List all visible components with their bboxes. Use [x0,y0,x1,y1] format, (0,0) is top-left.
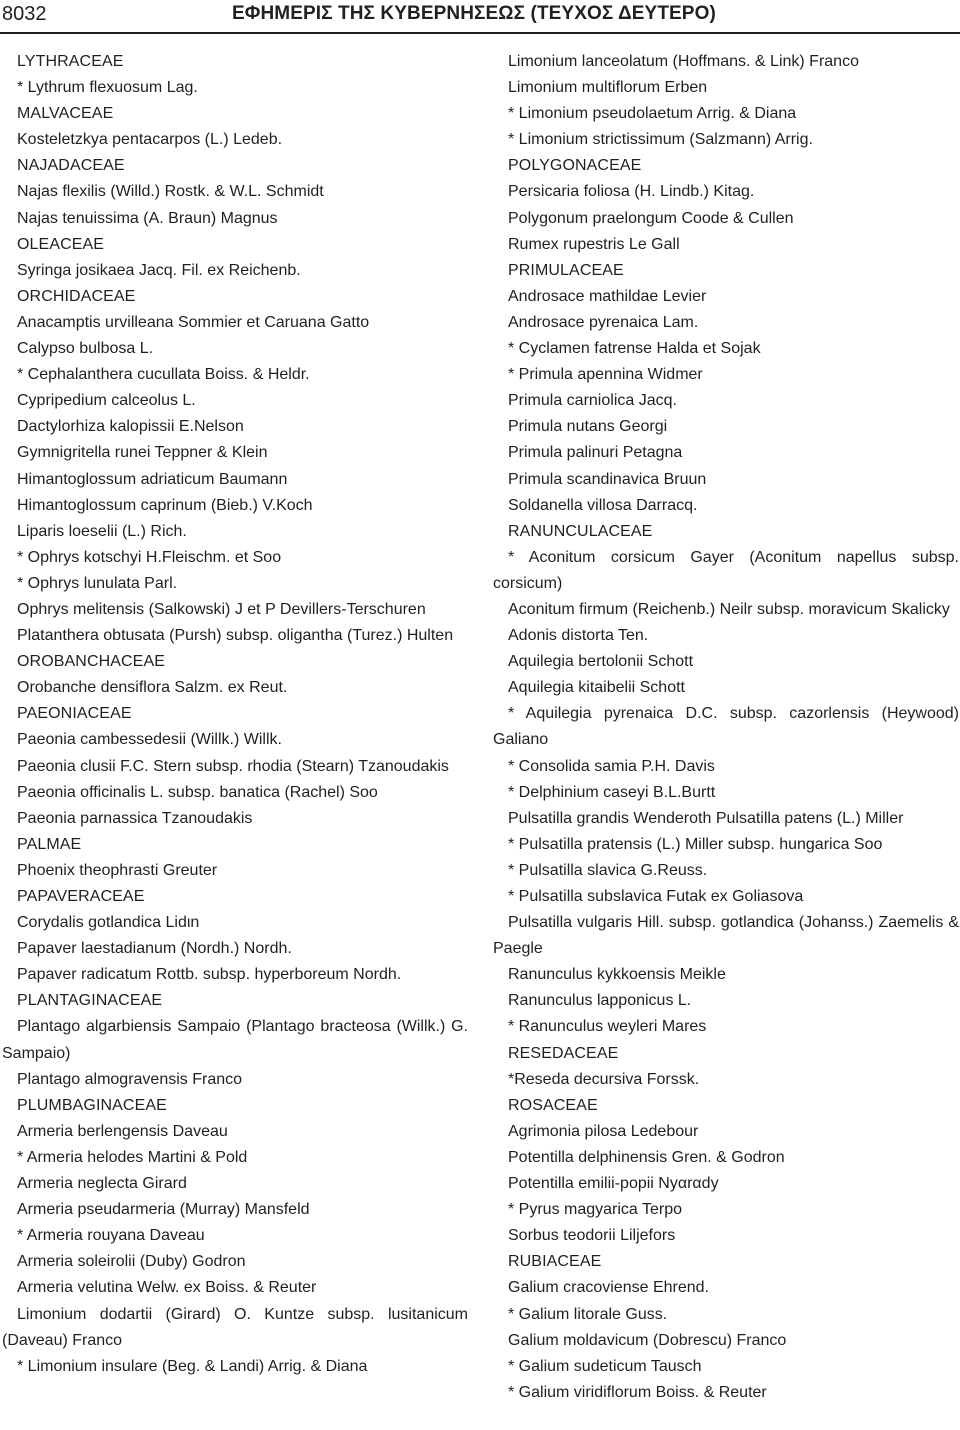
species-entry: * Armeria helodes Martini & Pold [17,1148,248,1166]
species-entry: Paeonia parnassica Tzanoudakis [17,809,253,827]
species-entry: Dactylorhiza kalopissii E.Nelson [17,418,244,436]
species-entry: Primula palinuri Petagna [508,444,683,462]
species-entry: Himantoglossum caprinum (Bieb.) V.Koch [17,496,313,514]
family-heading: OLEACEAE [17,235,105,253]
species-entry: Paeonia officinalis L. subsp. banatica (Rachel) Soo [17,783,378,801]
species-entry: Polygonum praelongum Coode & Cullen [508,209,794,227]
species-entry: * Pulsatilla pratensis (L.) Miller subsp. hungarica Soo [508,835,883,853]
species-entry: * Armeria rouyana Daveau [17,1227,205,1245]
species-entry: * Galium litorale Guss. [508,1305,668,1323]
species-entry: * Pyrus magyarica Terpo [508,1201,682,1219]
species-entry: Ranunculus kykkoensis Meikle [508,966,726,984]
species-entry: Phoenix theophrasti Greuter [17,861,218,879]
species-entry: * Galium viridiflorum Boiss. & Reuter [508,1383,767,1401]
species-entry: Persicaria foliosa (H. Lindb.) Kitag. [508,183,755,201]
family-heading: PAPAVERACEAE [17,888,145,905]
family-heading: PAEONIACEAE [17,705,132,723]
species-entry: * Aquilegia pyrenaica D.C. subsp. cazorlensis (Heywood) Galiano [493,705,959,749]
right-column [493,49,959,1406]
family-heading: ROSACEAE [508,1096,598,1114]
species-entry: Aquilegia bertolonii Schott [508,653,694,671]
species-entry: Primula nutans Georgi [508,418,668,436]
page-header [0,0,960,34]
family-heading: OROBANCHACEAE [17,653,165,671]
family-heading: PRIMULACEAE [508,261,624,279]
species-entry: *Reseda decursiva Forssk. [508,1070,700,1088]
species-entry: Aconitum firmum (Reichenb.) Neilr subsp. moravicum Skalicky [508,600,950,618]
species-entry: Primula scandinavica Bruun [508,470,707,488]
species-entry: Armeria velutina Welw. ex Boiss. & Reuter [17,1279,317,1297]
species-entry: * Lythrum flexuosum Lag. [17,79,198,97]
species-entry: Rumex rupestris Le Gall [508,235,680,253]
species-entry: * Ophrys lunulata Parl. [17,574,178,592]
species-entry: Najas flexilis (Willd.) Rostk. & W.L. Schmidt [17,183,324,201]
species-entry: Himantoglossum adriaticum Baumann [17,470,288,488]
species-entry: Armeria pseudarmeria (Murray) Mansfeld [17,1201,310,1219]
family-heading: ORCHIDACEAE [17,287,136,305]
species-entry: * Cephalanthera cucullata Boiss. & Heldr. [17,366,310,384]
species-entry: Najas tenuissima (A. Braun) Magnus [17,209,278,227]
species-entry: Potentilla delphinensis Gren. & Godron [508,1148,785,1166]
species-entry: Plantago almogravensis Franco [17,1070,243,1088]
family-heading: POLYGONACEAE [508,157,642,175]
species-entry: Androsace pyrenaica Lam. [508,313,699,331]
species-entry: Sorbus teodorii Liljefors [508,1227,676,1245]
family-heading: PLANTAGINACEAE [17,992,163,1010]
family-heading: PLUMBAGINACEAE [17,1096,167,1114]
species-entry: Limonium dodartii (Girard) O. Kuntze subsp. lusitanicum (Daveau) Franco [2,1305,468,1349]
species-entry: Calypso bulbosa L. [17,340,154,358]
species-entry: * Galium sudeticum Tausch [508,1357,702,1375]
species-entry: Paeonia clusii F.C. Stern subsp. rhodia (Stearn) Tzanoudakis [17,757,449,775]
gazette-title: ΕΦΗΜΕΡΙΣ ΤΗΣ ΚΥΒΕΡΝΗΣΕΩΣ (ΤΕΥΧΟΣ ΔΕΥΤΕΡΟ) [232,3,716,24]
left-column [2,49,468,1380]
species-entry: Plantago algarbiensis Sampaio (Plantago bracteosa (Willk.) G. Sampaio) [2,1018,468,1062]
species-entry: * Delphinium caseyi B.L.Burtt [508,783,716,801]
family-heading: NAJADACEAE [17,157,125,175]
family-heading: RANUNCULACEAE [508,522,653,540]
species-entry: Galium moldavicum (Dobrescu) Franco [508,1331,787,1349]
species-entry: Adonis distorta Ten. [508,627,649,645]
species-entry: * Limonium strictissimum (Salzmann) Arrig. [508,131,813,149]
family-heading: LYTHRACEAE [17,53,124,70]
species-entry: Pulsatilla vulgaris Hill. subsp. gotlandica (Johanss.) Zaemelis & Paegle [493,914,959,958]
species-entry: * Ranunculus weyleri Mares [508,1018,707,1036]
species-entry: Limonium multiflorum Erben [508,79,708,97]
species-entry: Agrimonia pilosa Ledebour [508,1122,699,1140]
species-entry: Paeonia cambessedesii (Willk.) Willk. [17,731,282,749]
family-heading: RESEDACEAE [508,1044,619,1062]
species-entry: Platanthera obtusata (Pursh) subsp. oligantha (Turez.) Hulten [17,627,454,645]
species-entry: * Limonium pseudolaetum Arrig. & Diana [508,105,797,123]
species-entry: Limonium lanceolatum (Hoffmans. & Link) Franco [508,53,859,70]
family-heading: RUBIACEAE [508,1253,602,1271]
species-entry: Ranunculus lapponicus L. [508,992,692,1010]
species-entry: Liparis loeselii (L.) Rich. [17,522,187,540]
species-entry: Pulsatilla grandis Wenderoth Pulsatilla patens (L.) Miller [508,809,904,827]
species-entry: * Limonium insulare (Beg. & Landi) Arrig. & Diana [17,1357,368,1375]
species-entry: * Primula apennina Widmer [508,366,703,384]
species-entry: Corydalis gotlandica Lidιn [17,914,200,932]
species-entry: Armeria neglecta Girard [17,1175,187,1193]
species-entry: Ophrys melitensis (Salkowski) J et P Devillers-Terschuren [17,600,426,618]
species-entry: Papaver laestadianum (Nordh.) Nordh. [17,940,292,958]
species-entry: Androsace mathildae Levier [508,287,707,305]
species-entry: * Aconitum corsicum Gayer (Aconitum napellus subsp. corsicum) [493,548,959,592]
family-heading: PALMAE [17,835,82,853]
species-entry: Armeria soleirolii (Duby) Godron [17,1253,246,1271]
species-entry: Syringa josikaea Jacq. Fil. ex Reichenb. [17,261,301,279]
species-entry: * Pulsatilla subslavica Futak ex Goliasova [508,888,804,905]
species-entry: * Consolida samia P.H. Davis [508,757,715,775]
species-entry: Aquilegia kitaibelii Schott [508,679,685,697]
species-entry: * Pulsatilla slavica G.Reuss. [508,861,708,879]
species-entry: Soldanella villosa Darracq. [508,496,698,514]
species-entry: Gymnigritella runei Teppner & Klein [17,444,268,462]
species-entry: * Cyclamen fatrense Halda et Sojak [508,340,761,358]
species-entry: Papaver radicatum Rottb. subsp. hyperboreum Nordh. [17,966,402,984]
species-entry: Armeria berlengensis Daveau [17,1122,228,1140]
species-entry: * Ophrys kotschyi H.Fleischm. et Soo [17,548,282,566]
species-entry: Orobanche densiflora Salzm. ex Reut. [17,679,288,697]
species-entry: Anacamptis urvilleana Sommier et Caruana Gatto [17,313,370,331]
species-entry: Potentilla emilii-popii Nyαrαdy [508,1175,719,1193]
page-number: 8032 [2,3,47,25]
family-heading: MALVACEAE [17,105,114,123]
species-entry: Cypripedium calceolus L. [17,392,196,410]
species-entry: Primula carniolica Jacq. [508,392,677,410]
species-entry: Kosteletzkya pentacarpos (L.) Ledeb. [17,131,283,149]
species-entry: Galium cracoviense Ehrend. [508,1279,709,1297]
